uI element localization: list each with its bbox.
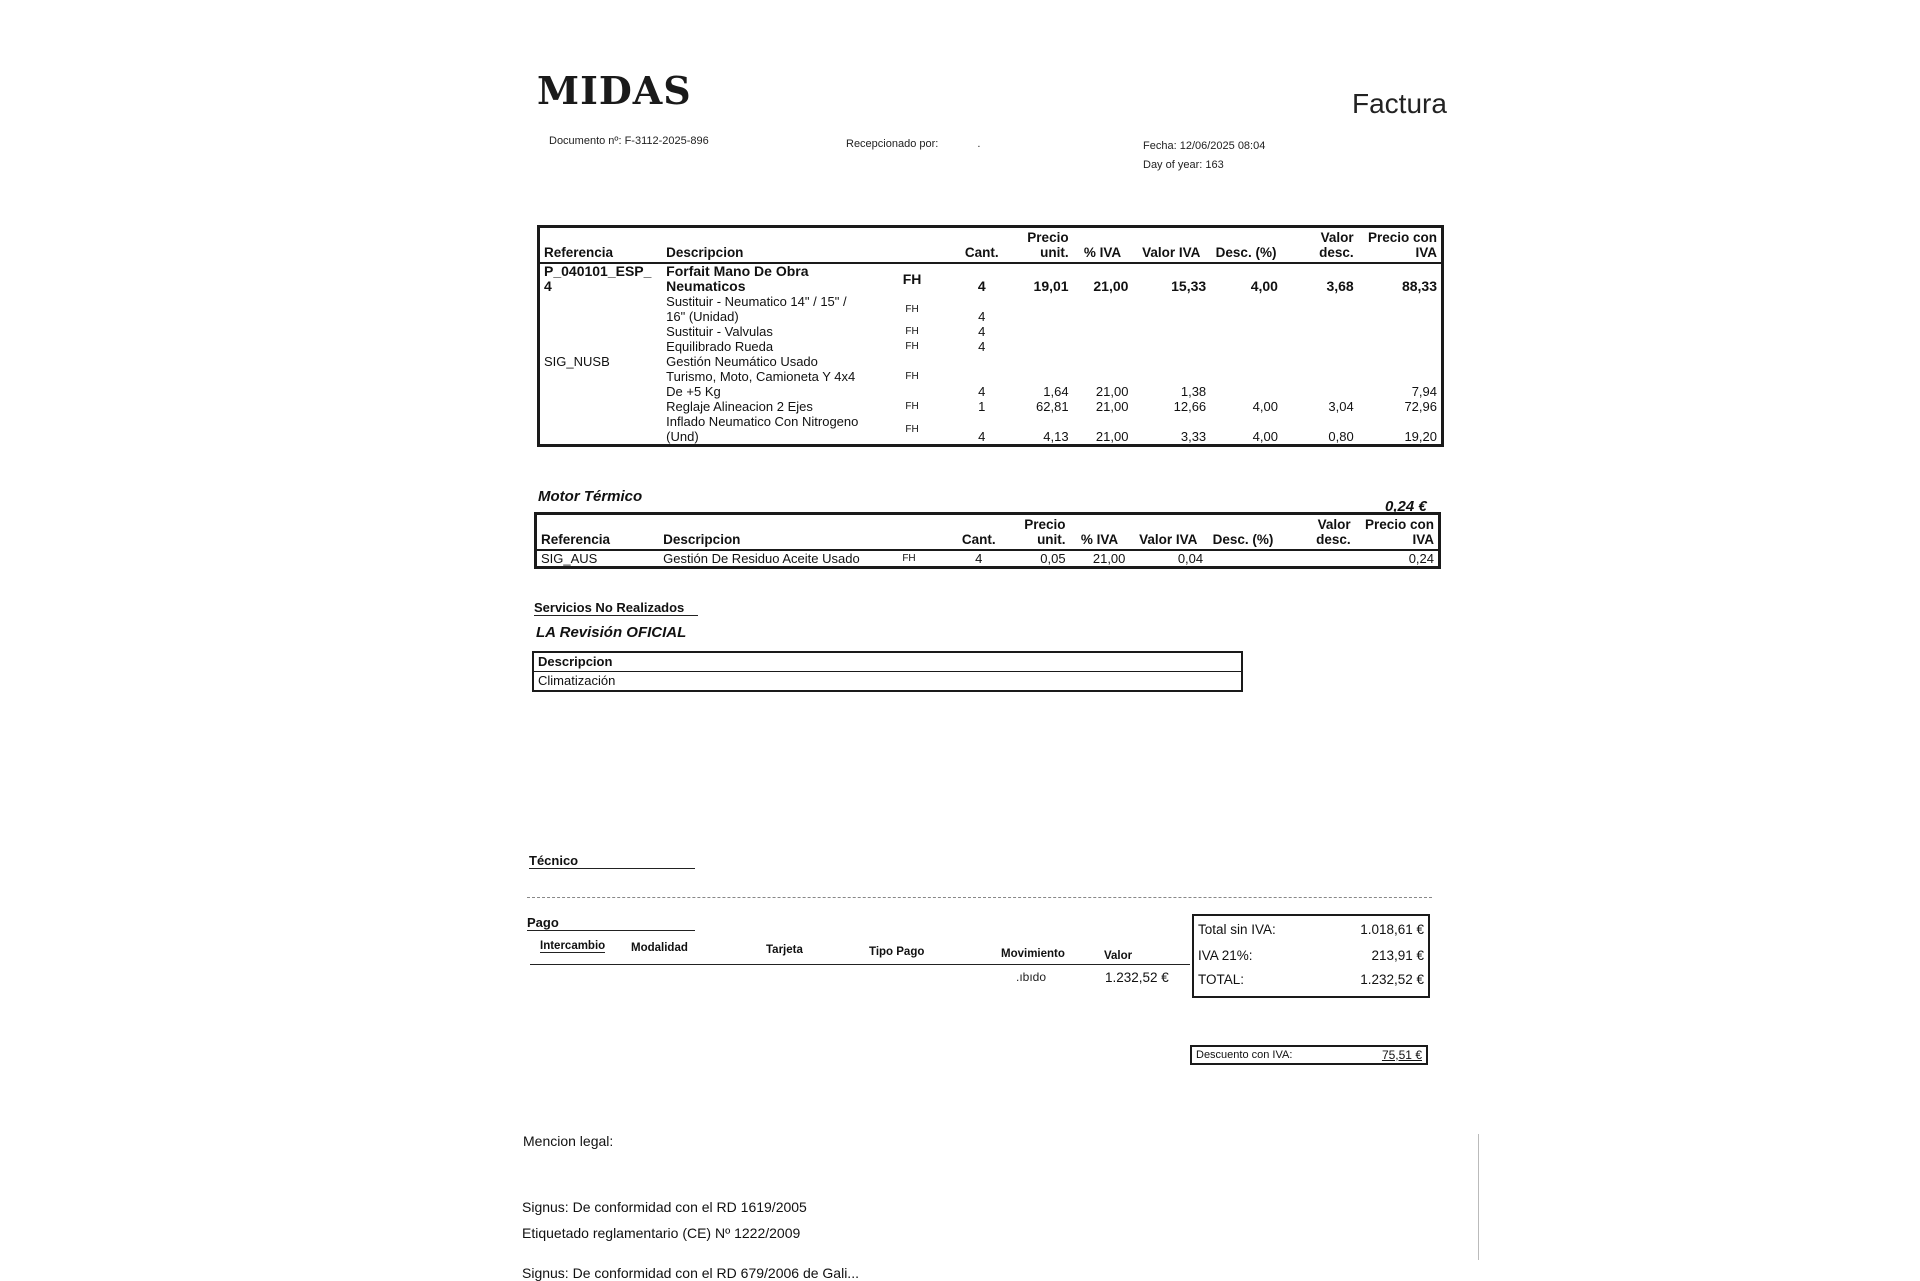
- cell-desc-pct: [1210, 324, 1282, 339]
- day-of-year-field: [1143, 159, 1224, 171]
- cell-precio: [1007, 294, 1073, 324]
- documento-label: Documento nº:: [549, 135, 622, 147]
- recepcionado-value: .: [977, 138, 981, 150]
- table-row: [539, 399, 1443, 414]
- iva-value: 213,91 €: [1371, 948, 1424, 964]
- cell-referencia: SIG_AUS: [541, 551, 598, 566]
- col-valor-iva: Valor IVA: [1132, 227, 1210, 264]
- mencion-legal: Mencion legal:: [523, 1133, 614, 1149]
- pago-col-tarjeta: Tarjeta: [766, 944, 803, 956]
- tecnico-title: Técnico: [529, 853, 695, 869]
- col-valor-desc: Valor desc.: [1279, 514, 1355, 551]
- cell-precio: [1007, 339, 1073, 354]
- cell-descripcion: Gestión De Residuo Aceite Usado: [663, 551, 860, 566]
- table-row: [539, 339, 1443, 354]
- table-row: [539, 414, 1443, 446]
- cell-descripcion: Forfait Mano De Obra Neumaticos: [666, 263, 809, 294]
- cell-precio: 4,13: [1043, 429, 1069, 444]
- table-row: [539, 294, 1443, 324]
- no-realizados-header: Descripcion: [533, 652, 1242, 672]
- cell-desc-pct: 4,00: [1250, 278, 1278, 294]
- table-row: [539, 354, 1443, 399]
- table-row: [539, 324, 1443, 339]
- col-descripcion: Descripcion: [662, 227, 867, 264]
- divider-line: [527, 897, 1432, 898]
- fecha-field: [1143, 140, 1265, 152]
- no-realizados-title: Servicios No Realizados: [534, 600, 698, 616]
- cell-precio-iva: 7,94: [1411, 384, 1437, 399]
- col-referencia: Referencia: [539, 227, 663, 264]
- cell-valor-iva: 12,66: [1173, 399, 1207, 414]
- cell-referencia: [539, 414, 663, 446]
- cell-precio-iva: [1358, 339, 1443, 354]
- totals-box: [1192, 914, 1430, 998]
- col-precio-iva: Precio con IVA: [1358, 227, 1443, 264]
- table-row: [536, 550, 1440, 568]
- items-table: [537, 225, 1444, 447]
- pago-col-intercambio: Intercambio: [540, 940, 606, 952]
- cell-valor-iva: 1,38: [1180, 384, 1207, 399]
- iva-label: IVA 21%:: [1198, 948, 1253, 964]
- signus-note: Signus: De conformidad con el RD 1619/2005: [522, 1199, 807, 1215]
- cell-iva-pct: [1073, 294, 1133, 324]
- descuento-label: Descuento con IVA:: [1196, 1049, 1293, 1061]
- cell-precio-iva: 88,33: [1401, 278, 1437, 294]
- cell-valor-iva: 15,33: [1171, 278, 1207, 294]
- pago-valor-value: 1.232,52 €: [1105, 970, 1169, 985]
- cell-precio-iva: 0,24: [1408, 551, 1434, 566]
- cell-precio: 62,81: [1036, 399, 1069, 414]
- day-label: Day of year:: [1143, 159, 1203, 171]
- col-precio-iva: Precio con IVA: [1355, 514, 1440, 551]
- cell-unit: FH: [902, 553, 916, 564]
- signus-note-2: Signus: De conformidad con el RD 679/2006 de Gali...: [522, 1265, 859, 1281]
- cell-unit: FH: [905, 341, 919, 352]
- descuento-box: [1190, 1045, 1428, 1065]
- pago-movimiento-value: .ıbıdo: [1016, 970, 1047, 984]
- cell-unit: FH: [905, 401, 919, 412]
- cell-valor-iva: [1132, 294, 1210, 324]
- cell-precio-iva: 72,96: [1404, 399, 1437, 414]
- col-cant: Cant.: [957, 227, 1007, 264]
- cell-iva-pct: 21,00: [1092, 551, 1126, 566]
- cell-precio-iva: [1358, 324, 1443, 339]
- cell-iva-pct: 21,00: [1095, 429, 1129, 444]
- motor-section-total: 0,24 €: [1385, 498, 1427, 515]
- pago-header-line: [530, 964, 1190, 965]
- cell-desc-pct: [1207, 550, 1279, 568]
- cell-valor-desc: [1282, 339, 1358, 354]
- revision-oficial-title: LA Revisión OFICIAL: [536, 624, 687, 641]
- table-row: [539, 263, 1443, 294]
- cell-valor-desc: [1282, 324, 1358, 339]
- col-unit: [867, 227, 957, 264]
- cell-iva-pct: [1073, 324, 1133, 339]
- fecha-label: Fecha:: [1143, 140, 1177, 152]
- col-valor-iva: Valor IVA: [1129, 514, 1207, 551]
- cell-cant: 4: [978, 339, 986, 354]
- items-header-row: [539, 227, 1443, 264]
- cell-desc-pct: [1210, 294, 1282, 324]
- cell-valor-desc: 3,68: [1326, 278, 1354, 294]
- document-title: Factura: [1352, 88, 1447, 119]
- documento-field: [549, 135, 709, 147]
- col-desc-pct: Desc. (%): [1210, 227, 1282, 264]
- pago-col-valor: Valor: [1104, 950, 1133, 962]
- cell-precio: 19,01: [1033, 278, 1069, 294]
- margin-line: [1478, 1134, 1479, 1260]
- cell-referencia: [539, 294, 663, 324]
- cell-descripcion: Reglaje Alineacion 2 Ejes: [666, 399, 813, 414]
- no-realizados-table: [532, 651, 1243, 692]
- col-descripcion: Descripcion: [659, 514, 864, 551]
- cell-valor-iva: [1132, 324, 1210, 339]
- cell-valor-iva: 0,04: [1177, 551, 1204, 566]
- cell-descripcion: Inflado Neumatico Con Nitrogeno (Und): [666, 414, 859, 444]
- col-iva-pct: % IVA: [1070, 514, 1130, 551]
- cell-valor-desc: [1279, 550, 1355, 568]
- cell-iva-pct: 21,00: [1095, 399, 1129, 414]
- col-desc-pct: Desc. (%): [1207, 514, 1279, 551]
- cell-cant: 4: [978, 429, 986, 444]
- cell-cant: 4: [978, 309, 986, 324]
- cell-desc-pct: 4,00: [1252, 429, 1278, 444]
- col-cant: Cant.: [954, 514, 1004, 551]
- day-value: 163: [1205, 159, 1224, 171]
- cell-cant: 4: [975, 551, 983, 566]
- col-iva-pct: % IVA: [1073, 227, 1133, 264]
- documento-value: F-3112-2025-896: [624, 135, 709, 147]
- cell-descripcion: Sustituir - Valvulas: [666, 324, 773, 339]
- motor-header-row: [536, 514, 1440, 551]
- pago-col-modalidad: Modalidad: [631, 942, 688, 954]
- cell-valor-desc: [1282, 294, 1358, 324]
- col-precio: Precio unit.: [1004, 514, 1070, 551]
- etiquetado-note: Etiquetado reglamentario (CE) Nº 1222/2009: [522, 1225, 801, 1241]
- recepcionado-label: Recepcionado por:: [846, 138, 939, 150]
- cell-unit: FH: [905, 371, 919, 382]
- pago-col-tipo-pago: Tipo Pago: [869, 946, 925, 958]
- cell-referencia: [539, 399, 663, 414]
- cell-unit: FH: [905, 303, 919, 315]
- col-precio: Precio unit.: [1007, 227, 1073, 264]
- cell-unit: FH: [902, 270, 922, 287]
- cell-referencia: [539, 339, 663, 354]
- cell-iva-pct: [1073, 339, 1133, 354]
- cell-descripcion: Gestión Neumático Usado Turismo, Moto, Camioneta Y 4x4 De +5 Kg: [666, 354, 856, 399]
- cell-valor-desc: 3,04: [1328, 399, 1354, 414]
- cell-referencia: SIG_NUSB: [544, 354, 610, 369]
- cell-desc-pct: [1210, 354, 1282, 399]
- cell-unit: FH: [905, 326, 919, 337]
- fecha-value: 12/06/2025 08:04: [1179, 140, 1266, 152]
- col-valor-desc: Valor desc.: [1282, 227, 1358, 264]
- cell-precio-iva: 19,20: [1404, 429, 1437, 444]
- motor-section-title: Motor Térmico: [538, 488, 643, 505]
- cell-precio: 0,05: [1040, 551, 1066, 566]
- total-value: 1.232,52 €: [1360, 972, 1424, 988]
- descuento-value: 75,51 €: [1381, 1048, 1422, 1062]
- total-sin-iva-value: 1.018,61 €: [1360, 921, 1424, 937]
- total-label: TOTAL:: [1198, 972, 1245, 988]
- total-sin-iva-label: Total sin IVA:: [1198, 921, 1276, 937]
- cell-cant: 1: [978, 399, 986, 414]
- cell-precio-iva: [1358, 294, 1443, 324]
- cell-cant: 4: [978, 384, 986, 399]
- cell-valor-desc: [1282, 354, 1358, 399]
- cell-iva-pct: 21,00: [1093, 278, 1129, 294]
- cell-referencia: [539, 324, 663, 339]
- cell-precio: [1007, 324, 1073, 339]
- cell-desc-pct: 4,00: [1252, 399, 1278, 414]
- cell-valor-desc: 0,80: [1328, 429, 1354, 444]
- col-unit: [864, 514, 953, 551]
- col-referencia: Referencia: [536, 514, 660, 551]
- motor-table: [534, 512, 1441, 569]
- cell-cant: 4: [978, 324, 986, 339]
- no-realizados-row: Climatización: [533, 672, 1242, 692]
- pago-col-movimiento: Movimiento: [1001, 948, 1065, 960]
- cell-iva-pct: 21,00: [1095, 384, 1129, 399]
- cell-unit: FH: [905, 423, 919, 435]
- pago-title: Pago: [527, 915, 695, 931]
- midas-logo: MIDAS: [537, 68, 692, 113]
- cell-desc-pct: [1210, 339, 1282, 354]
- cell-valor-iva: 3,33: [1180, 429, 1207, 444]
- cell-referencia: P_040101_ESP_4: [544, 263, 652, 294]
- cell-precio: 1,64: [1043, 384, 1069, 399]
- cell-cant: 4: [977, 278, 986, 294]
- cell-descripcion: Sustituir - Neumatico 14" / 15" / 16" (Unidad): [666, 294, 847, 324]
- recepcionado-field: [846, 138, 980, 150]
- cell-valor-iva: [1132, 339, 1210, 354]
- cell-descripcion: Equilibrado Rueda: [666, 339, 774, 354]
